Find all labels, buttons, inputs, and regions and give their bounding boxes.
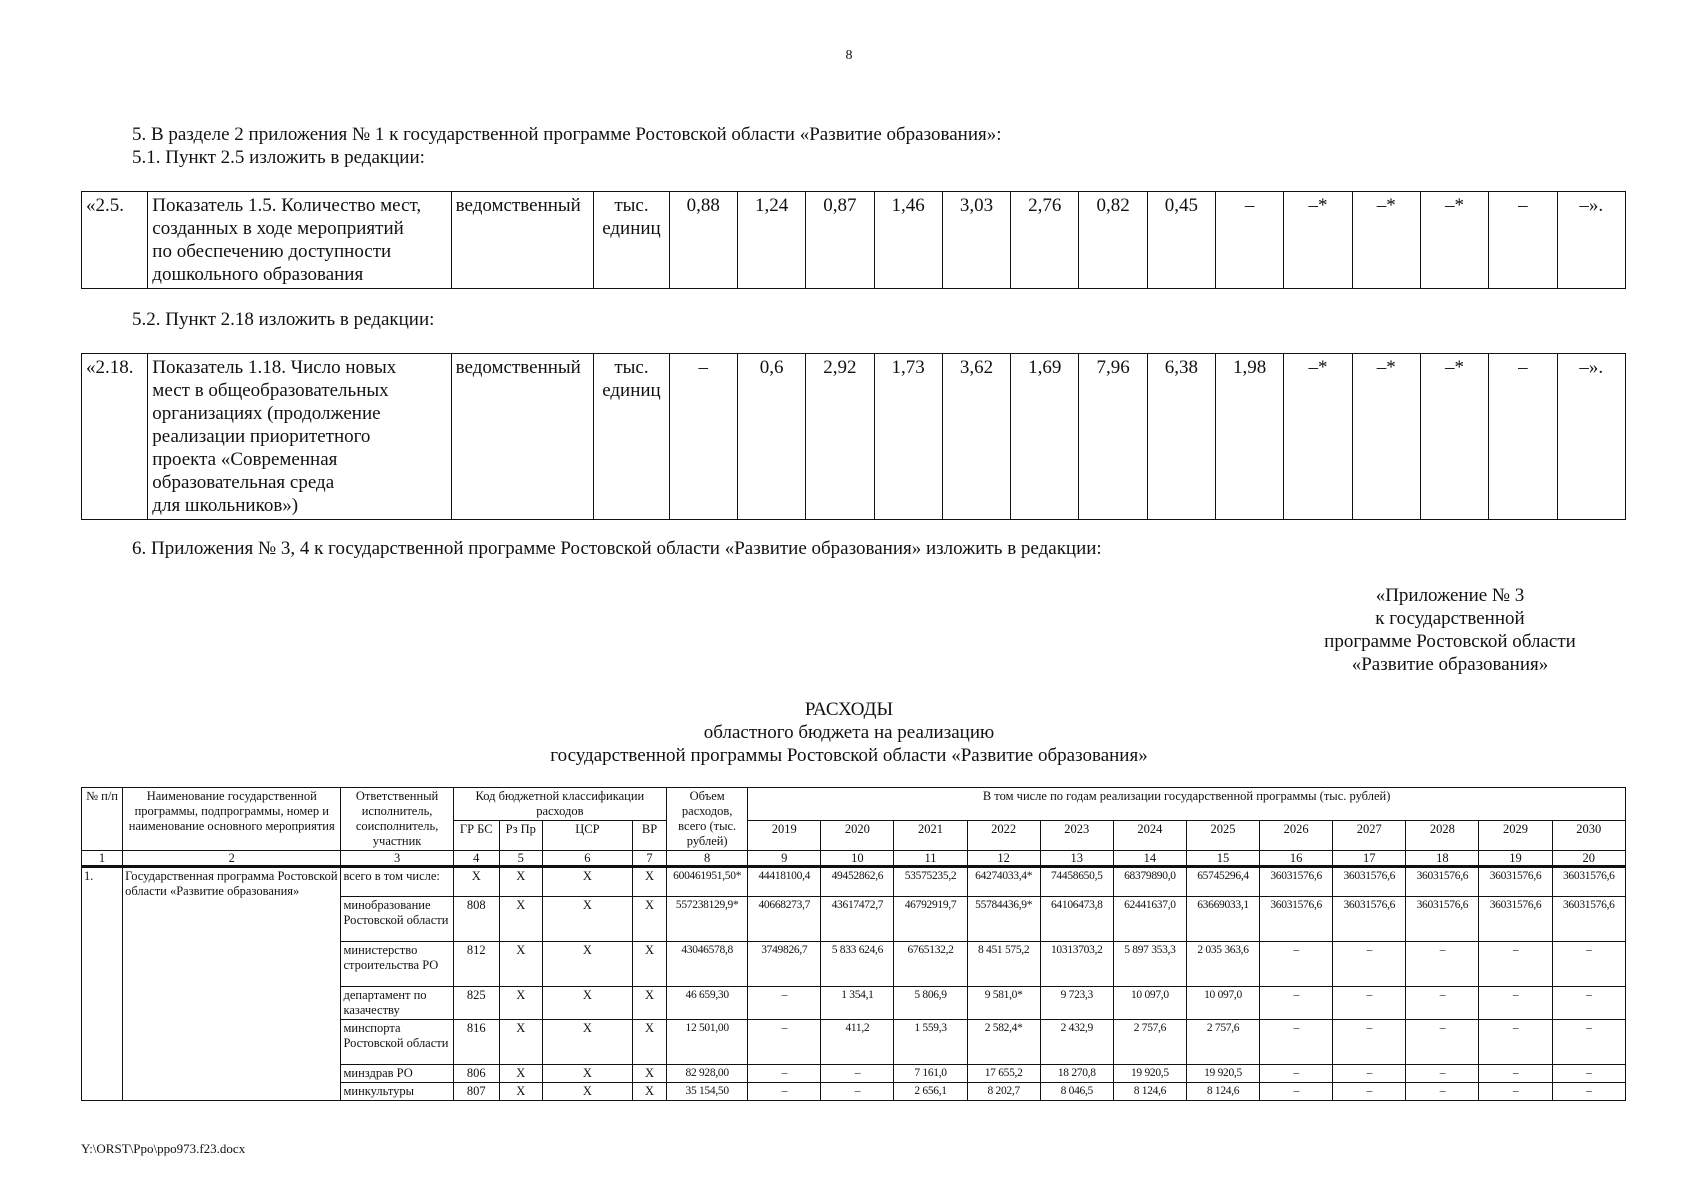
expenses-table [81,787,1626,1101]
indicator-name [148,192,451,289]
year-value-cell: 36031576,6 [1406,897,1479,942]
rzpr-cell: X [499,897,542,942]
indicator-value: –* [1420,192,1488,289]
expense-row [82,867,1626,897]
indicator-name-line: Показатель 1.5. Количество мест, [152,195,422,216]
indicator-type: ведомственный [451,192,594,289]
grbs-cell: 812 [453,942,499,987]
indicator-value: 0,87 [806,192,874,289]
header-vr: ВР [632,821,666,851]
indicator-value: 0,88 [669,192,737,289]
indicator-unit-line: единиц [602,380,661,401]
column-index: 1 [82,851,123,867]
csr-cell: X [542,942,632,987]
grbs-cell: 825 [453,987,499,1020]
year-value-cell: 5 897 353,3 [1113,942,1186,987]
year-value-cell: 64106473,8 [1040,897,1113,942]
year-value-cell: – [1479,942,1552,987]
total-cell: 557238129,9* [667,897,748,942]
year-value-cell: – [1333,942,1406,987]
indicator-name-line: дошкольного образования [152,264,364,285]
year-value-cell: 65745296,4 [1186,867,1259,897]
indicator-value: – [1216,192,1284,289]
year-value-cell: 68379890,0 [1113,867,1186,897]
executor-cell: департамент по казачеству [341,987,453,1020]
grbs-cell: 816 [453,1020,499,1065]
year-value-cell: 5 806,9 [894,987,967,1020]
year-value-cell: – [1406,1065,1479,1083]
title-line: РАСХОДЫ [804,699,894,720]
year-value-cell: 64274033,4* [967,867,1040,897]
column-index: 10 [821,851,894,867]
column-index: 4 [453,851,499,867]
indicator-value: 1,73 [874,354,942,520]
vr-cell: X [632,897,666,942]
header-executor: Ответственный исполнитель, соисполнитель, участник [341,788,453,851]
executor-cell: минспорта Ростовской области [341,1020,453,1065]
indicator-value: 0,6 [737,354,805,520]
indicator-value: 3,03 [942,192,1010,289]
column-index: 6 [542,851,632,867]
year-value-cell: 36031576,6 [1406,867,1479,897]
indicator-unit-line: единиц [602,218,661,239]
header-year: 2025 [1186,821,1259,851]
indicator-name-line: для школьников») [152,495,299,516]
indicator-value: 1,46 [874,192,942,289]
indicator-name-line: проекта «Современная [152,449,338,470]
indicator-name-line: созданных в ходе мероприятий [152,218,404,239]
indicator-name-line: организациях (продолжение [152,403,381,424]
year-value-cell: 3749826,7 [748,942,821,987]
year-value-cell: – [821,1083,894,1101]
year-value-cell: 8 124,6 [1186,1083,1259,1101]
executor-cell: всего в том числе: [341,867,453,897]
column-index: 3 [341,851,453,867]
year-value-cell: 17 655,2 [967,1065,1040,1083]
appendix-header [1300,584,1600,676]
indicator-value: 7,96 [1079,354,1147,520]
year-value-cell: 10 097,0 [1186,987,1259,1020]
indicator-value: 6,38 [1147,354,1215,520]
year-value-cell: – [1260,1020,1333,1065]
header-year: 2020 [821,821,894,851]
year-value-cell: 62441637,0 [1113,897,1186,942]
indicator-number: «2.18. [82,354,148,520]
header-code-group: Код бюджетной классификации расходов [453,788,666,821]
paragraph-6: 6. Приложения № 3, 4 к государственной программе Ростовской области «Развитие образования» изложить в редакции: [132,538,1102,559]
total-cell: 12 501,00 [667,1020,748,1065]
csr-cell: X [542,1083,632,1101]
year-value-cell: 53575235,2 [894,867,967,897]
year-value-cell: 2 035 363,6 [1186,942,1259,987]
year-value-cell: 5 833 624,6 [821,942,894,987]
year-value-cell: 43617472,7 [821,897,894,942]
vr-cell: X [632,1065,666,1083]
year-value-cell: 36031576,6 [1479,867,1552,897]
total-cell: 35 154,50 [667,1083,748,1101]
indicator-name-line: мест в общеобразовательных [152,380,389,401]
year-value-cell: – [1333,1083,1406,1101]
year-value-cell: – [1333,1065,1406,1083]
indicator-unit [594,192,669,289]
executor-cell: министерство строительства РО [341,942,453,987]
grbs-cell: 808 [453,897,499,942]
footer-file-path: Y:\ORST\Ppo\ppo973.f23.docx [81,1141,246,1156]
paragraph-5-1: 5.1. Пункт 2.5 изложить в редакции: [132,147,425,168]
indicator-name-line: образовательная среда [152,472,335,493]
year-value-cell: 2 432,9 [1040,1020,1113,1065]
year-value-cell: 10 097,0 [1113,987,1186,1020]
year-value-cell: 8 046,5 [1040,1083,1113,1101]
column-index-row [82,851,1626,867]
indicator-name-line: по обеспечению доступности [152,241,392,262]
program-name: Государственная программа Ростовской области «Развитие образования» [123,867,341,1101]
rzpr-cell: X [499,1065,542,1083]
vr-cell: X [632,942,666,987]
appendix-line: «Развитие образования» [1351,654,1549,675]
indicator-name-line: Показатель 1.18. Число новых [152,357,397,378]
year-value-cell: 10313703,2 [1040,942,1113,987]
document-title [0,698,1698,767]
indicator-value: 1,69 [1011,354,1079,520]
year-value-cell: 63669033,1 [1186,897,1259,942]
title-line: государственной программы Ростовской области «Развитие образования» [550,745,1148,766]
vr-cell: X [632,1083,666,1101]
indicator-value: – [1489,354,1557,520]
grbs-cell: X [453,867,499,897]
header-year: 2019 [748,821,821,851]
year-value-cell: – [1552,1083,1625,1101]
year-value-cell: 9 723,3 [1040,987,1113,1020]
indicator-value: 0,45 [1147,192,1215,289]
header-year: 2027 [1333,821,1406,851]
year-value-cell: 36031576,6 [1333,867,1406,897]
year-value-cell: 49452862,6 [821,867,894,897]
header-year: 2029 [1479,821,1552,851]
year-value-cell: – [1406,1083,1479,1101]
executor-cell: минздрав РО [341,1065,453,1083]
header-year: 2022 [967,821,1040,851]
year-value-cell: 36031576,6 [1479,897,1552,942]
year-value-cell: 2 757,6 [1113,1020,1186,1065]
column-index: 13 [1040,851,1113,867]
grbs-cell: 807 [453,1083,499,1101]
indicator-value: –* [1284,192,1352,289]
indicator-value: –* [1420,354,1488,520]
year-value-cell: 2 757,6 [1186,1020,1259,1065]
header-year: 2023 [1040,821,1113,851]
year-value-cell: – [1552,987,1625,1020]
year-value-cell: – [821,1065,894,1083]
total-cell: 82 928,00 [667,1065,748,1083]
year-value-cell: – [1552,1020,1625,1065]
indicator-value: 0,82 [1079,192,1147,289]
total-cell: 600461951,50* [667,867,748,897]
indicator-value: 2,92 [806,354,874,520]
csr-cell: X [542,867,632,897]
indicator-type: ведомственный [451,354,594,520]
indicator-value: 3,62 [942,354,1010,520]
year-value-cell: – [1260,987,1333,1020]
column-index: 12 [967,851,1040,867]
indicator-table-2-5 [81,191,1626,289]
column-index: 7 [632,851,666,867]
paragraph-5: 5. В разделе 2 приложения № 1 к государственной программе Ростовской области «Развитие образования»: [132,124,1002,145]
header-year: 2030 [1552,821,1625,851]
year-value-cell: 36031576,6 [1552,867,1625,897]
vr-cell: X [632,867,666,897]
appendix-line: «Приложение № 3 [1375,585,1525,606]
indicator-value: 1,98 [1216,354,1284,520]
year-value-cell: – [1479,1020,1552,1065]
year-value-cell: – [748,1065,821,1083]
header-volume: Объем расходов, всего (тыс. рублей) [667,788,748,851]
year-value-cell: 36031576,6 [1260,897,1333,942]
header-year: 2026 [1260,821,1333,851]
year-value-cell: 2 656,1 [894,1083,967,1101]
indicator-value: –». [1557,192,1626,289]
column-index: 20 [1552,851,1625,867]
program-number: 1. [82,867,123,1101]
total-cell: 43046578,8 [667,942,748,987]
year-value-cell: – [1333,1020,1406,1065]
indicator-name [148,354,451,520]
header-years-group: В том числе по годам реализации государственной программы (тыс. рублей) [748,788,1626,821]
header-csr: ЦСР [542,821,632,851]
header-row [82,788,1626,821]
column-index: 16 [1260,851,1333,867]
year-value-cell: 8 451 575,2 [967,942,1040,987]
column-index: 2 [123,851,341,867]
rzpr-cell: X [499,942,542,987]
year-value-cell: – [748,1020,821,1065]
column-index: 8 [667,851,748,867]
year-value-cell: 18 270,8 [1040,1065,1113,1083]
year-value-cell: 44418100,4 [748,867,821,897]
indicator-unit [594,354,669,520]
csr-cell: X [542,987,632,1020]
indicator-value: – [669,354,737,520]
year-value-cell: – [1260,942,1333,987]
executor-cell: минкультуры [341,1083,453,1101]
header-year: 2028 [1406,821,1479,851]
year-value-cell: – [1260,1065,1333,1083]
column-index: 17 [1333,851,1406,867]
indicator-row [82,354,1626,520]
year-value-cell: – [1333,987,1406,1020]
indicator-unit-line: тыс. [614,195,649,216]
column-index: 11 [894,851,967,867]
year-value-cell: 411,2 [821,1020,894,1065]
indicator-value: 1,24 [737,192,805,289]
year-value-cell: – [1479,1065,1552,1083]
vr-cell: X [632,987,666,1020]
year-value-cell: – [1406,987,1479,1020]
year-value-cell: 36031576,6 [1552,897,1625,942]
rzpr-cell: X [499,867,542,897]
paragraph-5-2: 5.2. Пункт 2.18 изложить в редакции: [132,309,435,330]
appendix-line: программе Ростовской области [1324,631,1576,652]
indicator-value: –». [1557,354,1626,520]
page-number: 8 [845,48,853,63]
year-value-cell: – [748,987,821,1020]
year-value-cell: – [1552,1065,1625,1083]
year-value-cell: 6765132,2 [894,942,967,987]
rzpr-cell: X [499,1020,542,1065]
csr-cell: X [542,1065,632,1083]
rzpr-cell: X [499,1083,542,1101]
year-value-cell: 8 124,6 [1113,1083,1186,1101]
year-value-cell: 74458650,5 [1040,867,1113,897]
indicator-value: 2,76 [1011,192,1079,289]
column-index: 18 [1406,851,1479,867]
indicator-value: – [1489,192,1557,289]
header-name: Наименование государственной программы, подпрограммы, номер и наименование основного мероприятия [123,788,341,851]
column-index: 19 [1479,851,1552,867]
title-line: областного бюджета на реализацию [703,722,995,743]
csr-cell: X [542,897,632,942]
year-value-cell: 40668273,7 [748,897,821,942]
column-index: 5 [499,851,542,867]
rzpr-cell: X [499,987,542,1020]
year-value-cell: – [1406,1020,1479,1065]
indicator-name-line: реализации приоритетного [152,426,371,447]
year-value-cell: 46792919,7 [894,897,967,942]
indicator-value: –* [1352,192,1420,289]
indicator-value: –* [1284,354,1352,520]
indicator-table-2-18 [81,353,1626,520]
year-value-cell: 36031576,6 [1333,897,1406,942]
csr-cell: X [542,1020,632,1065]
header-num: № п/п [82,788,123,851]
indicator-value: –* [1352,354,1420,520]
vr-cell: X [632,1020,666,1065]
header-year: 2021 [894,821,967,851]
year-value-cell: – [1479,1083,1552,1101]
header-year: 2024 [1113,821,1186,851]
total-cell: 46 659,30 [667,987,748,1020]
year-value-cell: 55784436,9* [967,897,1040,942]
year-value-cell: 9 581,0* [967,987,1040,1020]
indicator-unit-line: тыс. [614,357,649,378]
indicator-number: «2.5. [82,192,148,289]
year-value-cell: – [1479,987,1552,1020]
executor-cell: минобразование Ростовской области [341,897,453,942]
year-value-cell: 19 920,5 [1186,1065,1259,1083]
column-index: 9 [748,851,821,867]
year-value-cell: 36031576,6 [1260,867,1333,897]
column-index: 14 [1113,851,1186,867]
year-value-cell: 1 354,1 [821,987,894,1020]
year-value-cell: 8 202,7 [967,1083,1040,1101]
indicator-row [82,192,1626,289]
year-value-cell: – [1406,942,1479,987]
column-index: 15 [1186,851,1259,867]
year-value-cell: – [1552,942,1625,987]
appendix-line: к государственной [1375,608,1525,629]
header-grbs: ГР БС [453,821,499,851]
year-value-cell: 1 559,3 [894,1020,967,1065]
year-value-cell: 2 582,4* [967,1020,1040,1065]
year-value-cell: – [1260,1083,1333,1101]
grbs-cell: 806 [453,1065,499,1083]
header-rzpr: Рз Пр [499,821,542,851]
year-value-cell: 19 920,5 [1113,1065,1186,1083]
year-value-cell: – [748,1083,821,1101]
year-value-cell: 7 161,0 [894,1065,967,1083]
